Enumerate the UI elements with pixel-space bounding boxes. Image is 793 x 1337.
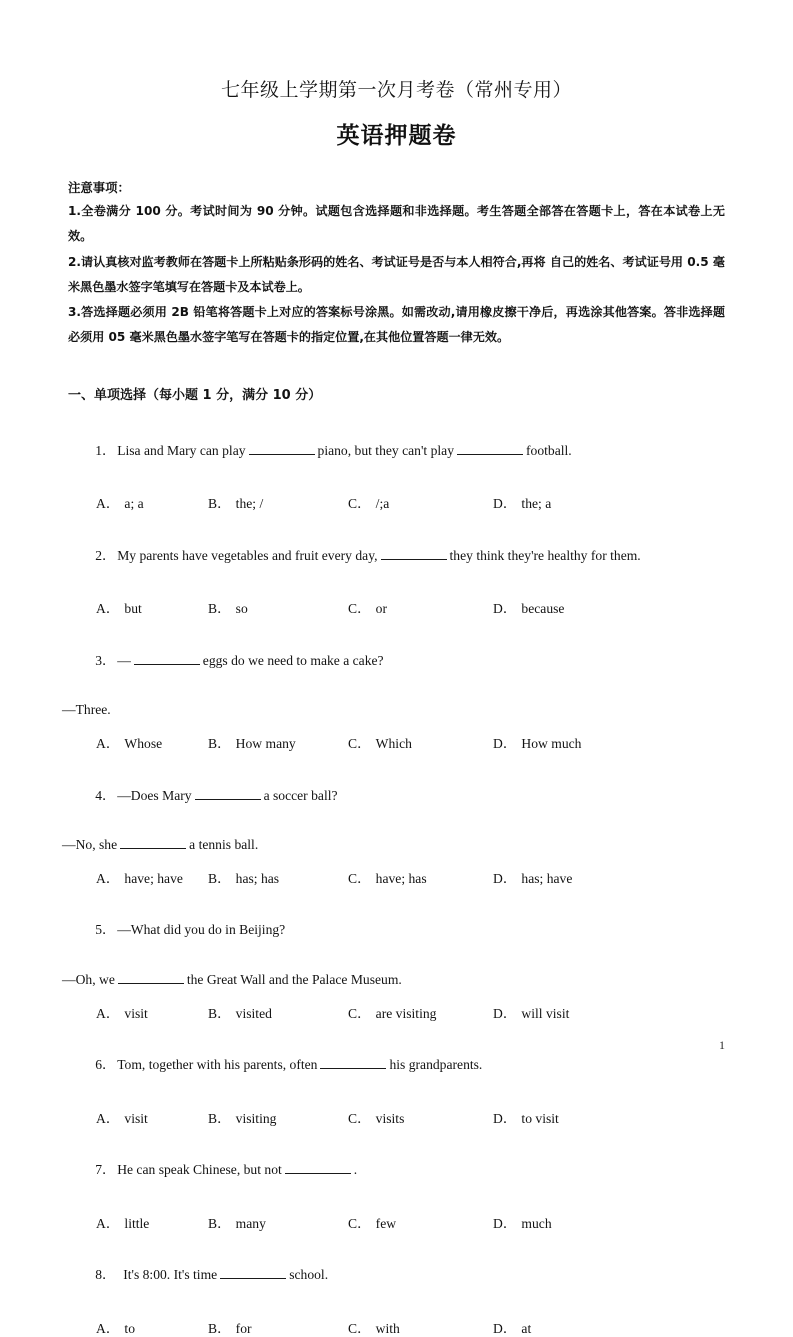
option-d[interactable]: D． How much xyxy=(493,735,582,751)
question-text: My parents have vegetables and fruit every day, xyxy=(117,547,378,563)
option-a[interactable]: A． a; a xyxy=(96,496,144,511)
option-b[interactable]: B． many xyxy=(208,1215,266,1231)
option-a[interactable]: A． visit xyxy=(96,1110,148,1126)
question-item xyxy=(68,1141,725,1232)
option-c[interactable]: C． few xyxy=(348,1215,397,1231)
question-item xyxy=(62,631,725,752)
question-reply: —Three. xyxy=(62,702,111,718)
reply-text: —No, she xyxy=(62,837,118,853)
page-subtitle: 英语押题卷 xyxy=(336,122,457,149)
option-row xyxy=(68,867,725,887)
answer-blank[interactable] xyxy=(134,664,200,665)
question-text: —What did you do in Beijing? xyxy=(117,922,286,938)
option-b[interactable]: B． visiting xyxy=(208,1110,277,1126)
notice-item: 3.答选择题必须用 2B 铅笔将答题卡上对应的答案标号涂黑。如需改动,请用橡皮擦干净后，再选涂其他答案。答非选择题必须用 05 毫米黑色墨水签字笔写在答题卡的指定位置,在其他位置答题一律无效。 xyxy=(68,304,725,344)
notice-item: 1.全卷满分 100 分。考试时间为 90 分钟。试题包含选择题和非选择题。考生答题全部答在答题卡上，答在本试卷上无效。 xyxy=(68,204,725,244)
option-a[interactable]: A． visit xyxy=(96,1005,148,1021)
question-stem xyxy=(68,526,725,585)
notice-section xyxy=(68,176,725,350)
answer-blank[interactable] xyxy=(249,454,315,455)
question-number: 8． xyxy=(95,1267,116,1283)
question-number: 3． xyxy=(95,652,116,668)
question-number: 5． xyxy=(95,922,116,938)
answer-blank[interactable] xyxy=(285,1173,351,1174)
question-stem xyxy=(68,901,725,960)
question-item xyxy=(62,766,725,887)
option-c[interactable]: C． visits xyxy=(348,1110,405,1126)
question-item xyxy=(62,901,725,1022)
option-c[interactable]: C． have; has xyxy=(348,870,427,886)
option-a[interactable]: A． have; have xyxy=(96,870,183,886)
question-reply xyxy=(62,835,725,855)
notice-item: 2.请认真核对监考教师在答题卡上所粘贴条形码的姓名、考试证号是否与本人相符合,再将 自己的姓名、考试证号用 0.5 毫米黑色墨水签字笔填写在答题卡及本试卷上。 xyxy=(68,254,725,294)
option-row xyxy=(68,492,725,512)
question-number: 1． xyxy=(95,442,116,458)
reply-text: the Great Wall and the Palace Museum. xyxy=(186,971,402,987)
option-d[interactable]: D． at xyxy=(493,1320,532,1336)
option-b[interactable]: B． How many xyxy=(208,735,296,751)
page-number: 1 xyxy=(719,1038,725,1052)
question-number: 7． xyxy=(95,1162,116,1178)
question-stem xyxy=(68,1036,725,1095)
question-reply xyxy=(62,970,725,990)
question-text: — xyxy=(117,652,131,668)
option-a[interactable]: A． little xyxy=(96,1215,150,1231)
option-d[interactable]: D． the; a xyxy=(493,496,552,511)
option-row xyxy=(68,597,725,617)
option-d[interactable]: D． has; have xyxy=(493,870,573,886)
question-item xyxy=(68,1036,725,1127)
answer-blank[interactable] xyxy=(195,799,261,800)
question-number: 2． xyxy=(95,547,116,563)
option-row xyxy=(68,1212,725,1232)
option-c[interactable]: C． Which xyxy=(348,735,412,751)
answer-blank[interactable] xyxy=(457,454,523,455)
answer-blank[interactable] xyxy=(118,983,184,984)
question-text: Tom, together with his parents, often xyxy=(117,1057,318,1073)
option-row xyxy=(68,1317,725,1337)
question-text: eggs do we need to make a cake? xyxy=(202,652,384,668)
question-text: piano, but they can't play xyxy=(317,442,454,458)
option-c[interactable]: C． with xyxy=(348,1320,400,1336)
option-a[interactable]: A． to xyxy=(96,1320,135,1336)
question-text: It's 8:00. It's time xyxy=(123,1267,218,1283)
question-stem xyxy=(68,421,725,480)
section-heading: 一、单项选择（每小题 1 分，满分 10 分） xyxy=(68,388,322,404)
question-stem xyxy=(68,1246,725,1305)
option-c[interactable]: C． are visiting xyxy=(348,1005,437,1021)
question-item xyxy=(68,1246,725,1337)
option-c[interactable]: C． /;a xyxy=(348,496,390,511)
option-b[interactable]: B． the; / xyxy=(208,496,264,511)
answer-blank[interactable] xyxy=(381,559,447,560)
option-b[interactable]: B． so xyxy=(208,601,248,617)
question-text: his grandparents. xyxy=(389,1057,483,1073)
answer-blank[interactable] xyxy=(320,1068,386,1069)
option-b[interactable]: B． visited xyxy=(208,1005,272,1021)
question-stem xyxy=(68,766,725,825)
option-b[interactable]: B． for xyxy=(208,1320,252,1336)
question-text: football. xyxy=(526,442,572,458)
question-number: 6． xyxy=(95,1057,116,1073)
notice-heading: 注意事项： xyxy=(68,179,130,195)
option-b[interactable]: B． has; has xyxy=(208,870,280,886)
question-text: . xyxy=(353,1162,358,1178)
answer-blank[interactable] xyxy=(220,1278,286,1279)
answer-blank[interactable] xyxy=(120,848,186,849)
question-text: school. xyxy=(289,1267,329,1283)
option-d[interactable]: D． will visit xyxy=(493,1005,570,1021)
option-row xyxy=(68,1002,725,1022)
option-d[interactable]: D． because xyxy=(493,601,565,617)
question-text: Lisa and Mary can play xyxy=(117,442,246,458)
question-stem xyxy=(68,1141,725,1200)
question-text: He can speak Chinese, but not xyxy=(117,1162,282,1178)
option-a[interactable]: A． but xyxy=(96,601,142,617)
option-row xyxy=(68,732,725,752)
option-row xyxy=(68,1107,725,1127)
reply-text: a tennis ball. xyxy=(189,837,259,853)
option-c[interactable]: C． or xyxy=(348,601,387,617)
question-number: 4． xyxy=(95,787,116,803)
question-text: they think they're healthy for them. xyxy=(449,547,641,563)
reply-text: —Oh, we xyxy=(62,971,115,987)
question-item xyxy=(68,421,725,512)
question-stem xyxy=(68,631,725,690)
page-content xyxy=(62,0,725,1337)
option-d[interactable]: D． much xyxy=(493,1215,552,1231)
question-item xyxy=(68,526,725,617)
option-d[interactable]: D． to visit xyxy=(493,1110,559,1126)
question-text: a soccer ball? xyxy=(263,787,338,803)
question-text: —Does Mary xyxy=(117,787,192,803)
page-title: 七年级上学期第一次月考卷（常州专用） xyxy=(220,79,572,101)
option-a[interactable]: A． Whose xyxy=(96,735,163,751)
